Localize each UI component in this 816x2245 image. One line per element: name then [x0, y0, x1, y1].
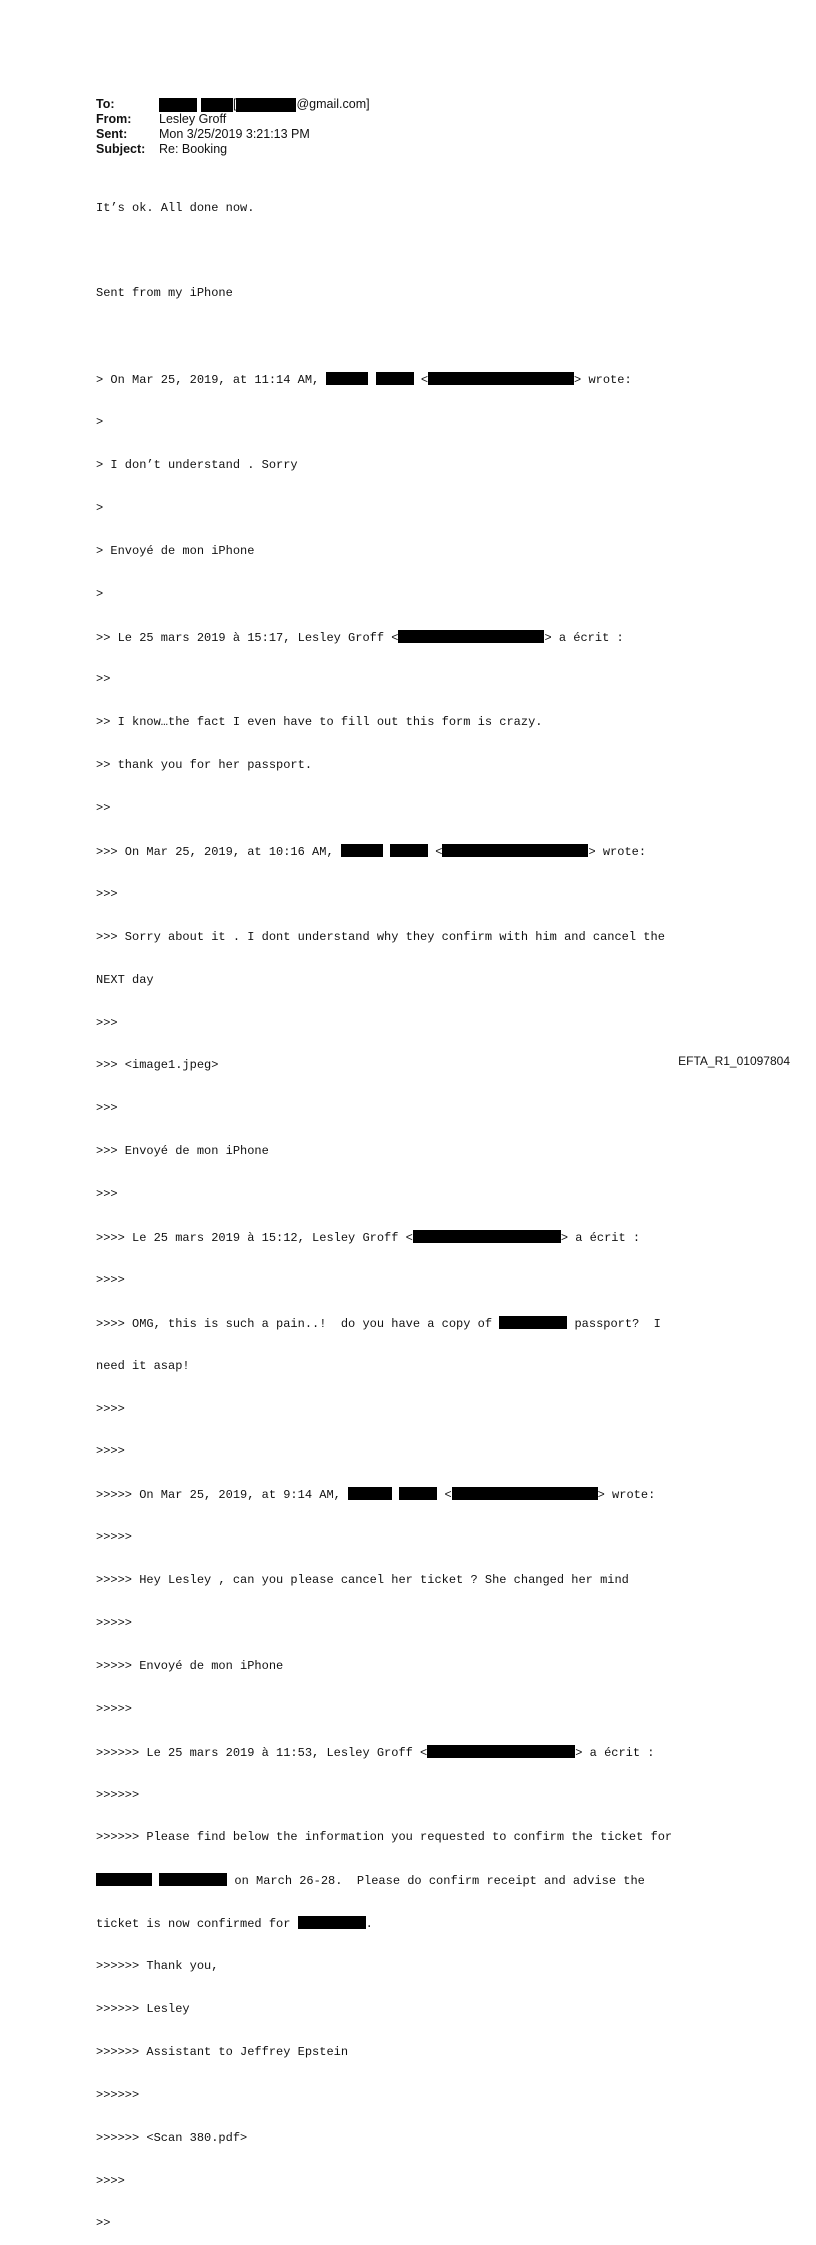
- blank-line: [96, 243, 736, 257]
- redaction-box: [413, 1230, 561, 1243]
- quote-line: need it asap!: [96, 1358, 190, 1373]
- quote-text: .: [365, 1917, 373, 1932]
- sent-value: Mon 3/25/2019 3:21:13 PM: [159, 127, 310, 141]
- subject-value: Re: Booking: [159, 142, 228, 156]
- redaction-box: [499, 1316, 567, 1329]
- quote-line: >>>>>> <Scan 380.pdf>: [96, 2130, 248, 2145]
- quote-text: <: [428, 844, 443, 859]
- quote-text: > a écrit :: [544, 630, 624, 645]
- redaction-box: [348, 1487, 392, 1500]
- email-body: [96, 172, 736, 2245]
- from-label: From:: [96, 112, 132, 126]
- redaction-box: [341, 844, 383, 857]
- quote-text: > wrote:: [588, 844, 647, 859]
- quote-line: >: [96, 586, 104, 601]
- quote-line: [96, 630, 736, 644]
- quote-line: [96, 372, 736, 386]
- redaction-box: [326, 372, 368, 385]
- quote-line: >> I know…the fact I even have to fill out this form is crazy.: [96, 715, 543, 730]
- quote-line: >>>: [96, 1101, 118, 1116]
- quote-line: >>>>> Hey Lesley , can you please cancel her ticket ? She changed her mind: [96, 1573, 629, 1588]
- to-label: To:: [96, 97, 115, 111]
- quote-line: > Envoyé de mon iPhone: [96, 543, 255, 558]
- to-email-suffix: @gmail.com]: [296, 97, 370, 111]
- sent-row: [96, 127, 370, 142]
- quote-text: >>>> OMG, this is such a pain..! do you have a copy of: [96, 1316, 500, 1331]
- sent-label: Sent:: [96, 127, 128, 141]
- redaction-box: [427, 1745, 575, 1758]
- quote-text: >>>> Le 25 mars 2019 à 15:12, Lesley Groff <: [96, 1230, 413, 1245]
- quote-line: [96, 1873, 736, 1887]
- redaction-box: [236, 98, 296, 112]
- blank-line: [96, 329, 736, 343]
- quote-line: >>>: [96, 886, 118, 901]
- quote-text: >> Le 25 mars 2019 à 15:17, Lesley Groff <: [96, 630, 399, 645]
- quote-text: > a écrit :: [560, 1230, 641, 1245]
- quote-line: >>>: [96, 1187, 118, 1202]
- quote-line: >>>>> Envoyé de mon iPhone: [96, 1658, 284, 1673]
- quote-line: >>: [96, 801, 111, 816]
- quote-line: >>>>>> Assistant to Jeffrey Epstein: [96, 2044, 349, 2059]
- quote-line: >>> Envoyé de mon iPhone: [96, 1144, 269, 1159]
- redaction-box: [452, 1487, 598, 1500]
- quote-line: >>: [96, 672, 111, 687]
- quote-line: >>> <image1.jpeg>: [96, 1058, 219, 1073]
- redaction-box: [398, 630, 544, 643]
- quote-text: > wrote:: [597, 1488, 656, 1503]
- quote-line: [96, 1487, 736, 1501]
- redaction-box: [428, 372, 574, 385]
- quote-line: >: [96, 500, 104, 515]
- document-id: EFTA_R1_01097804: [678, 1054, 790, 1068]
- redaction-box: [201, 98, 233, 112]
- quote-line: >>>>: [96, 1444, 125, 1459]
- quote-text: on March 26-28. Please do confirm receipt and advise the: [227, 1874, 645, 1889]
- quote-text: > wrote:: [574, 373, 632, 388]
- body-line: It’s ok. All done now.: [96, 200, 255, 215]
- subject-row: [96, 142, 370, 157]
- quote-line: >>> Sorry about it . I dont understand why they confirm with him and cancel the: [96, 929, 665, 944]
- quote-text: ticket is now confirmed for: [96, 1917, 298, 1932]
- from-row: [96, 112, 370, 127]
- subject-label: Subject:: [96, 142, 146, 156]
- quote-line: [96, 1745, 736, 1759]
- redaction-box: [298, 1916, 366, 1929]
- quote-line: [96, 844, 736, 858]
- quote-line: [96, 1316, 736, 1330]
- quote-text: > a écrit :: [575, 1745, 655, 1760]
- redaction-box: [390, 844, 428, 857]
- quote-line: >>>>>> Please find below the information you requested to confirm the ticket for: [96, 1830, 673, 1845]
- quote-line: >>>>>: [96, 1615, 133, 1630]
- quote-text: >>>>>> Le 25 mars 2019 à 11:53, Lesley Groff <: [96, 1745, 428, 1760]
- redaction-box: [442, 844, 588, 857]
- to-row: [96, 97, 370, 112]
- quote-line: [96, 1230, 736, 1244]
- from-value: Lesley Groff: [159, 112, 227, 126]
- quote-line: [96, 1916, 736, 1930]
- quote-text: >>> On Mar 25, 2019, at 10:16 AM,: [96, 844, 341, 859]
- quote-line: >>>>>>: [96, 1787, 140, 1802]
- email-header: [96, 97, 370, 157]
- quote-line: >>>>: [96, 1272, 125, 1287]
- quote-line: >> thank you for her passport.: [96, 758, 313, 773]
- quote-line: >>>: [96, 1015, 118, 1030]
- quote-line: >>>>>: [96, 1530, 133, 1545]
- quote-text: <: [413, 373, 429, 388]
- quote-text: >>>>> On Mar 25, 2019, at 9:14 AM,: [96, 1488, 349, 1503]
- redaction-box: [399, 1487, 437, 1500]
- to-bracket: [: [233, 97, 237, 111]
- quote-line: >>>>: [96, 1401, 125, 1416]
- quote-text: > On Mar 25, 2019, at 11:14 AM,: [96, 373, 327, 388]
- body-line: Sent from my iPhone: [96, 286, 233, 301]
- redaction-box: [159, 1873, 227, 1886]
- quote-text: <: [437, 1488, 452, 1503]
- redaction-box: [376, 372, 414, 385]
- quote-line: NEXT day: [96, 972, 154, 987]
- quote-text: passport? I: [567, 1316, 661, 1331]
- quote-line: >>>>: [96, 2173, 125, 2188]
- quote-line: >: [96, 415, 104, 430]
- redaction-box: [96, 1873, 152, 1886]
- quote-line: >>>>>> Lesley: [96, 2002, 190, 2016]
- quote-line: >>>>>> Thank you,: [96, 1959, 219, 1974]
- quote-line: >>>>>: [96, 1701, 133, 1716]
- quote-line: >>: [96, 2216, 111, 2231]
- redaction-box: [159, 98, 197, 112]
- quote-line: >>>>>>: [96, 2087, 140, 2102]
- quote-line: > I don’t understand . Sorry: [96, 457, 298, 472]
